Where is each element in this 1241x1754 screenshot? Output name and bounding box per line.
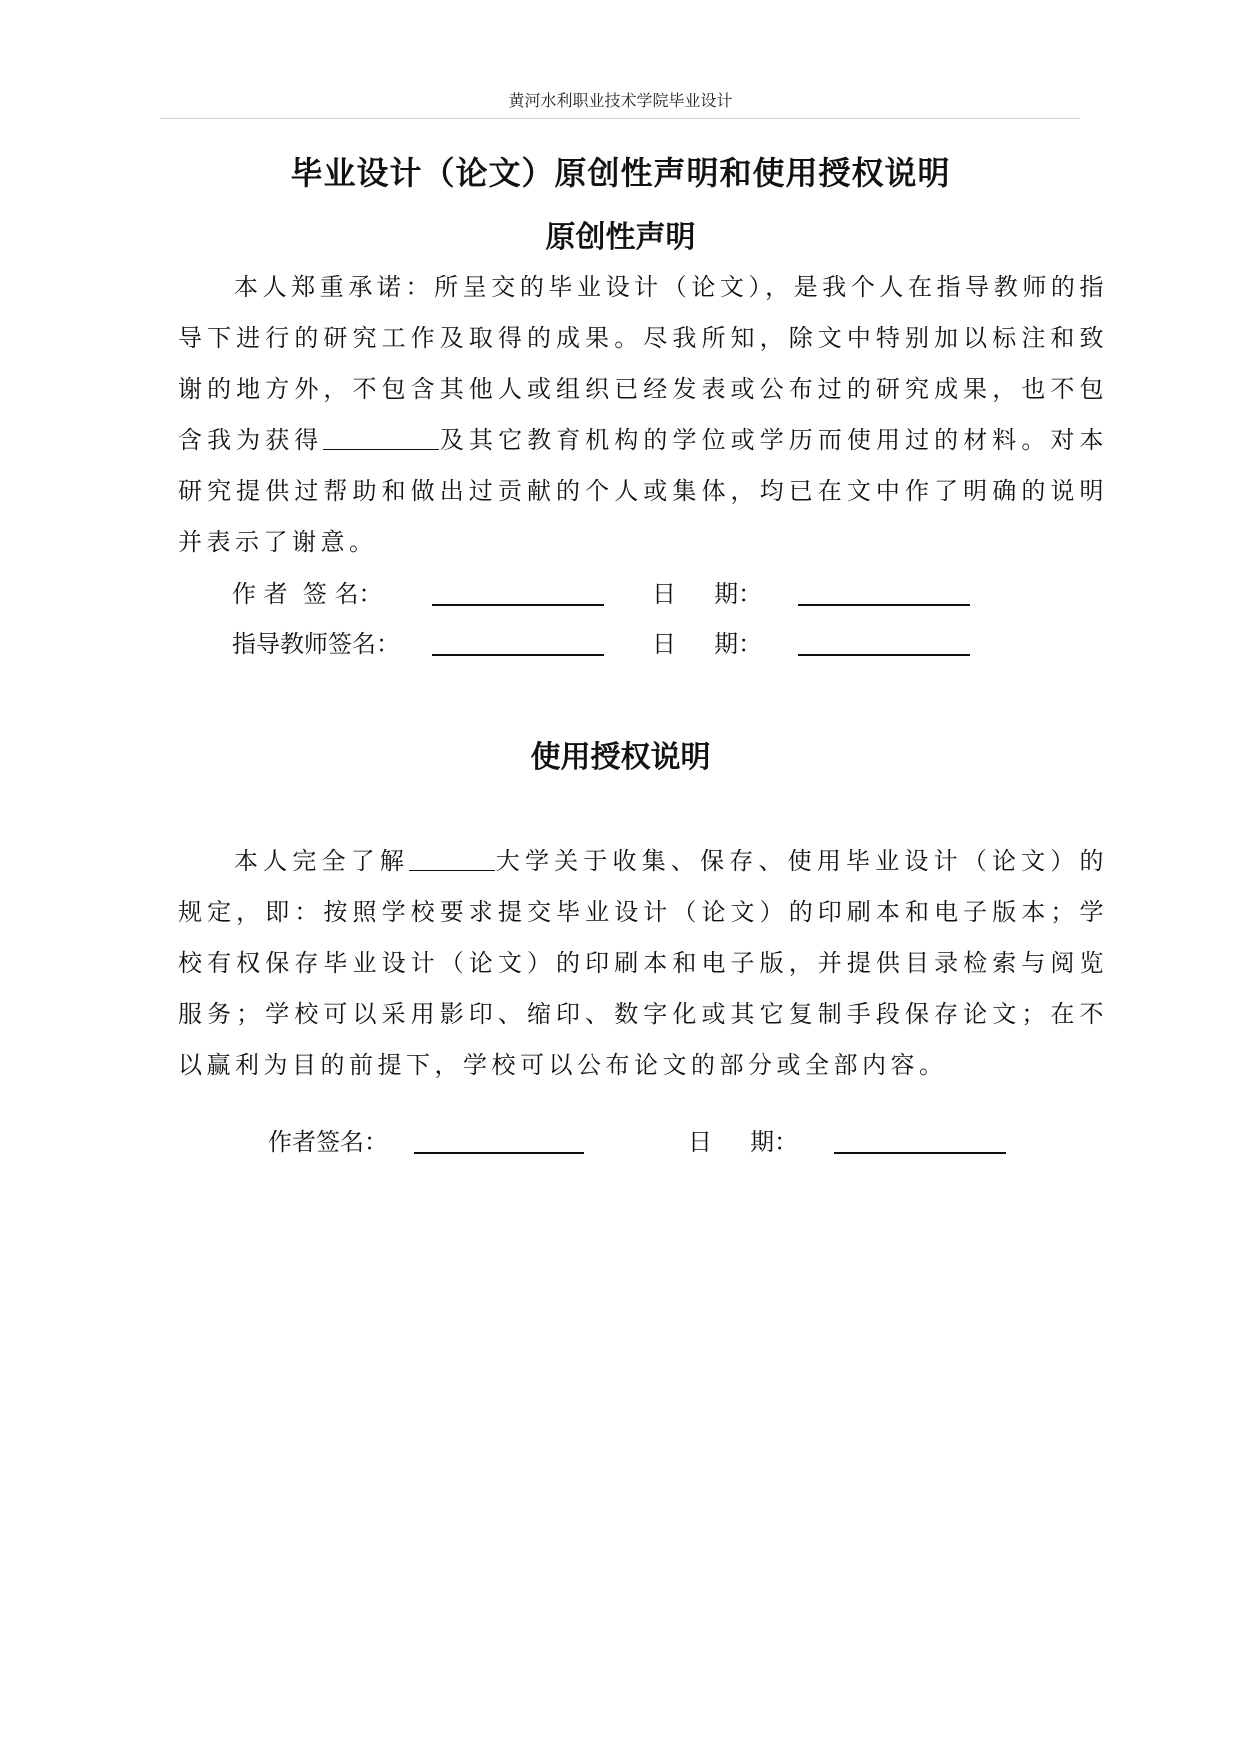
authorization-text-end: 大学关于收集、保存、使用毕业设计（论文）的规定，即：按照学校要求提交毕业设计（论文）的印刷本和电子版本；学校有权保存毕业设计（论文）的印刷本和电子版，并提供目录检索与阅览服务；学校可以采用影印、缩印、数字化或其它复制手段保存论文；在不以赢利为目的前提下，学校可以公布论文的部分或全部内容。: [178, 847, 1109, 1079]
advisor-signature-label: 指导教师签名：: [232, 630, 400, 658]
author-signature-line[interactable]: [432, 604, 604, 606]
main-title: 毕业设计（论文）原创性声明和使用授权说明: [290, 154, 951, 192]
author-signature-label: 作 者 签 名：: [232, 580, 383, 608]
originality-paragraph: [178, 262, 1108, 568]
advisor-signature-line[interactable]: [432, 654, 604, 656]
university-blank[interactable]: [409, 846, 495, 871]
originality-text-end: 及其它教育机构的学位或学历而使用过的材料。对本研究提供过帮助和做出过贡献的个人或集体，均已在文中作了明确的说明并表示了谢意。: [178, 426, 1109, 556]
author-date-label: 日 期：: [652, 580, 763, 608]
authorization-signature-row: [268, 1122, 1068, 1162]
authorization-text-start: 本人完全了解: [234, 847, 410, 875]
advisor-date-line[interactable]: [798, 654, 970, 656]
advisor-signature-row: [232, 624, 1032, 664]
authorization-title: 使用授权说明: [530, 740, 711, 775]
originality-text-start: 本人郑重承诺：所呈交的毕业设计（论文），是我个人在指导教师的指导下进行的研究工作及取得的成果。尽我所知，除文中特别加以标注和致谢的地方外，不包含其他人或组织已经发表或公布过的研究成果，也不包含我为获得: [178, 273, 1108, 454]
authorization-date-line[interactable]: [834, 1152, 1006, 1154]
advisor-date-label: 日 期：: [652, 630, 763, 658]
authorization-paragraph: [178, 836, 1108, 1091]
author-date-line[interactable]: [798, 604, 970, 606]
degree-blank[interactable]: [323, 425, 439, 450]
author-signature-row: [232, 574, 1032, 614]
authorization-date-label: 日 期：: [688, 1128, 799, 1156]
originality-title: 原创性声明: [545, 220, 696, 255]
authorization-author-label: 作者签名：: [268, 1128, 388, 1156]
header-divider: [160, 118, 1080, 119]
page-header: 黄河水利职业技术学院毕业设计: [508, 91, 733, 110]
authorization-signature-line[interactable]: [414, 1152, 584, 1154]
